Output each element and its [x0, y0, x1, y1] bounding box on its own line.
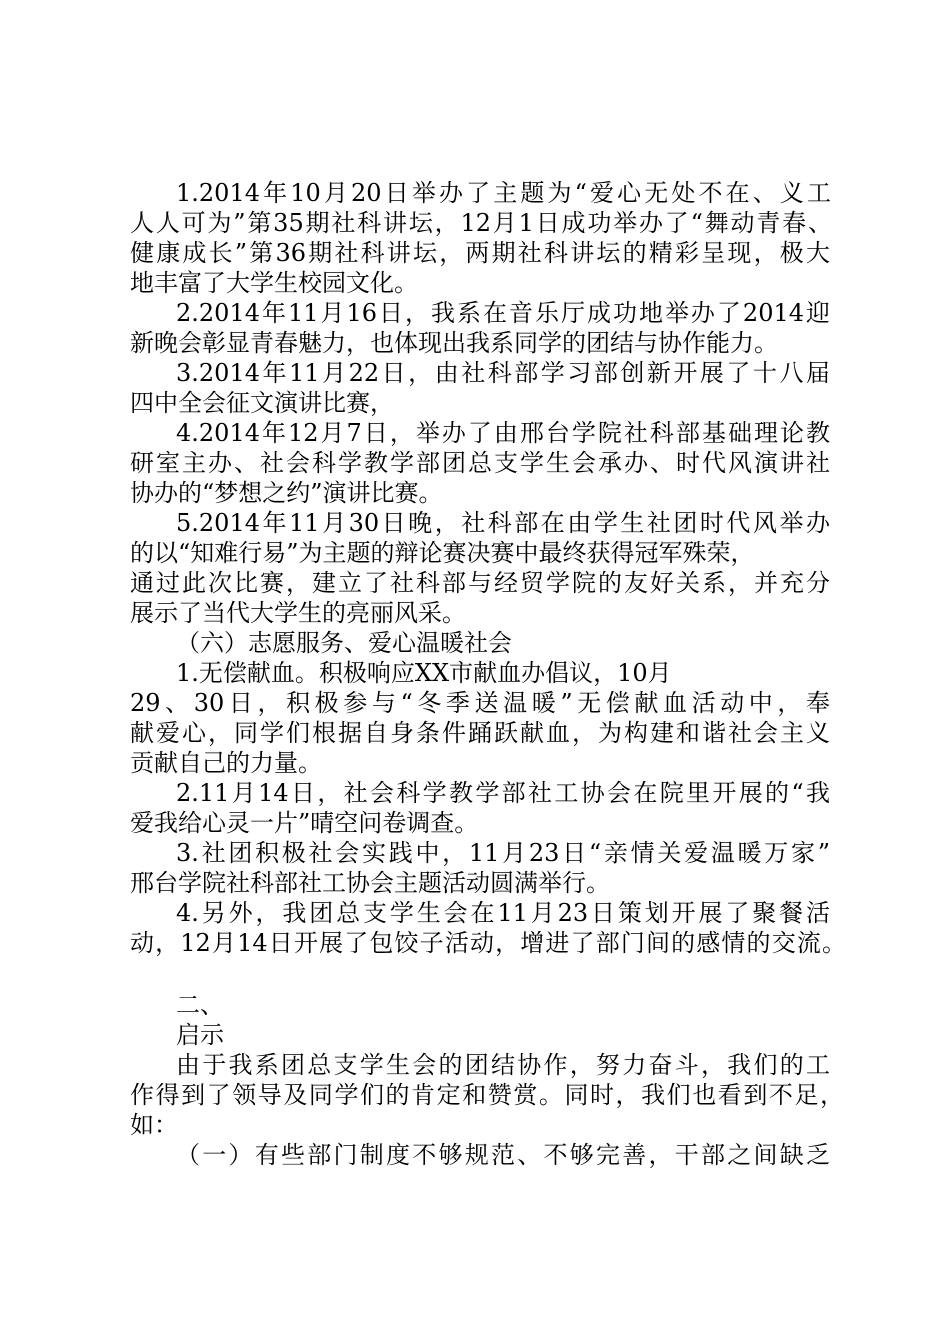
text-line: 如：: [130, 1111, 178, 1139]
text-line: （一）有些部门制度不够规范、不够完善，干部之间缺乏: [176, 1141, 830, 1169]
text-line: 2.2014年11月16日，我系在音乐厅成功地举办了2014迎: [176, 299, 830, 327]
text-line: 人人可为”第35期社科讲坛，12月1日成功举办了“舞动青春、: [130, 209, 832, 237]
text-line: 1.无偿献血。积极响应XX市献血办倡议，10月: [176, 659, 672, 687]
text-line: 展示了当代大学生的亮丽风采。: [130, 599, 466, 627]
text-line: 1.2014年10月20日举办了主题为“爱心无处不在、义工: [176, 179, 831, 207]
section-heading: 启示: [176, 1021, 224, 1049]
text-line: 5.2014年11月30日晚，社科部在由学生社团时代风举办: [176, 509, 830, 537]
text-line: 的以“知难行易”为主题的辩论赛决赛中最终获得冠军殊荣，: [130, 539, 755, 567]
text-line: 3.2014年11月22日，由社科部学习部创新开展了十八届: [176, 359, 830, 387]
text-line: 研室主办、社会科学教学部团总支学生会承办、时代风演讲社: [130, 449, 830, 477]
text-line: 2.11月14日，社会科学教学部社工协会在院里开展的“我: [176, 779, 830, 807]
text-line: 通过此次比赛，建立了社科部与经贸学院的友好关系，并充分: [130, 569, 830, 597]
text-line: 健康成长”第36期社科讲坛，两期社科讲坛的精彩呈现，极大: [130, 239, 830, 267]
text-line: 4.2014年12月7日，举办了由邢台学院社科部基础理论教: [176, 419, 830, 447]
section-heading: （六）志愿服务、爱心温暖社会: [176, 629, 512, 657]
text-line: 协办的“梦想之约”演讲比赛。: [130, 479, 443, 507]
text-line: 3.社团积极社会实践中，11月23日“亲情关爱温暖万家”: [176, 839, 830, 867]
text-line: 爱我给心灵一片”晴空问卷调查。: [130, 809, 479, 837]
text-line: 4.另外，我团总支学生会在11月23日策划开展了聚餐活: [176, 899, 830, 927]
text-line: 动，12月14日开展了包饺子活动，增进了部门间的感情的交流。: [130, 929, 846, 957]
text-line: 邢台学院社科部社工协会主题活动圆满举行。: [130, 869, 610, 897]
text-line: 新晚会彰显青春魅力，也体现出我系同学的团结与协作能力。: [130, 329, 778, 357]
text-line: 由于我系团总支学生会的团结协作，努力奋斗，我们的工: [176, 1051, 830, 1079]
text-line: 作得到了领导及同学们的肯定和赞赏。同时，我们也看到不足，: [130, 1081, 844, 1109]
text-line: 四中全会征文演讲比赛，: [130, 389, 394, 417]
text-line: 29、30日，积极参与“冬季送温暖”无偿献血活动中，奉: [130, 689, 830, 717]
text-line: 贡献自己的力量。: [130, 749, 322, 777]
text-line: 献爱心，同学们根据自身条件踊跃献血，为构建和谐社会主义: [130, 719, 830, 747]
text-line: 地丰富了大学生校园文化。: [130, 269, 418, 297]
section-number: 二、: [176, 991, 224, 1019]
